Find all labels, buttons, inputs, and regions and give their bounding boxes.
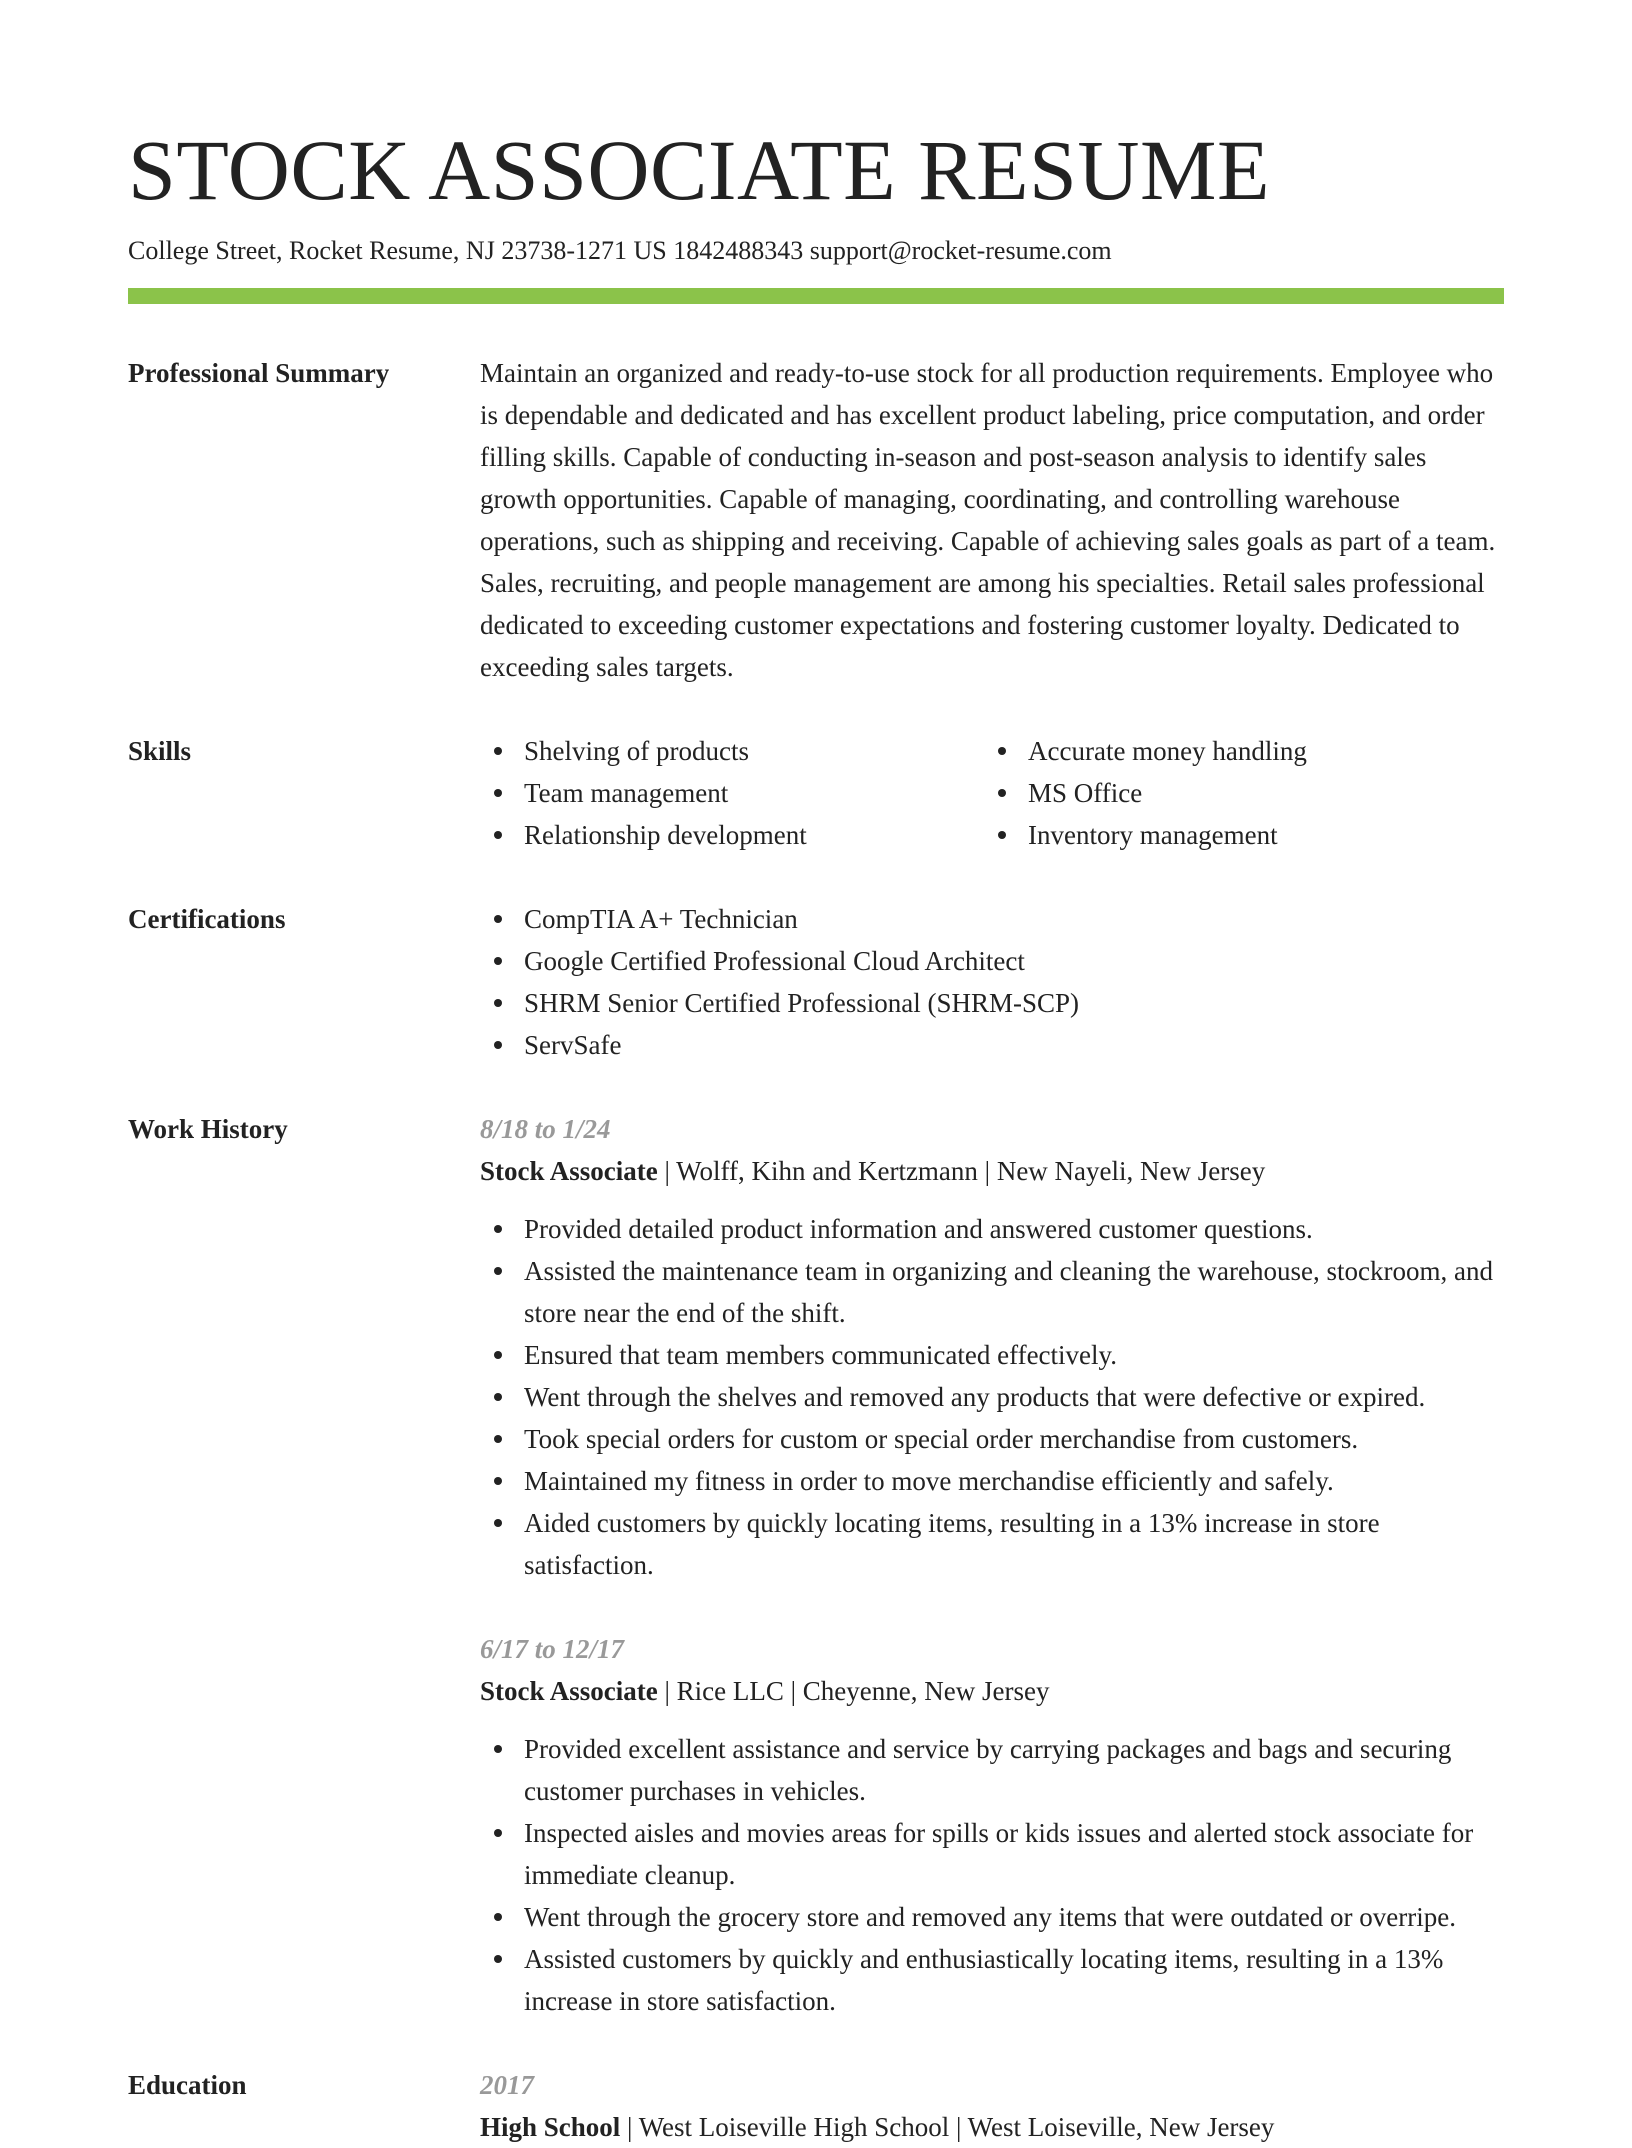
education-section xyxy=(128,2064,1504,2148)
education-date: 2017 xyxy=(480,2070,534,2100)
job-role: Stock Associate xyxy=(480,1156,658,1186)
certifications-label: Certifications xyxy=(128,904,286,934)
skills-label: Skills xyxy=(128,736,192,766)
job-bullet: Went through the grocery store and removed any items that were outdated or overripe. xyxy=(480,1896,1504,1938)
job-bullet: Assisted customers by quickly and enthusiastically locating items, resulting in a 13% increase in store satisfaction. xyxy=(480,1938,1504,2022)
education-label: Education xyxy=(128,2070,247,2100)
job-bullet: Assisted the maintenance team in organizing and cleaning the warehouse, stockroom, and store near the end of the shift. xyxy=(480,1250,1504,1334)
job-entry xyxy=(480,1108,1504,1586)
job-date: 8/18 to 1/24 xyxy=(480,1114,611,1144)
skill-item: MS Office xyxy=(984,772,1488,814)
job-role: Stock Associate xyxy=(480,1676,658,1706)
certification-item: Google Certified Professional Cloud Architect xyxy=(480,940,1504,982)
skill-item: Shelving of products xyxy=(480,730,984,772)
summary-text: Maintain an organized and ready-to-use stock for all production requirements. Employee who is dependable and dedicated and has excellent product labeling, price computation, and order filling skills. Capable of conducting in-season and post-season analysis to identify sales growth opportunities. Capable of managing, coordinating, and controlling warehouse operations, such as shipping and receiving. Capable of achieving sales goals as part of a team. Sales, recruiting, and people management are among his specialties. Retail sales professional dedicated to exceeding customer expectations and fostering customer loyalty. Dedicated to exceeding sales targets. xyxy=(480,358,1496,682)
job-date: 6/17 to 12/17 xyxy=(480,1634,625,1664)
job-bullets xyxy=(480,1208,1504,1586)
job-bullet: Maintained my fitness in order to move merchandise efficiently and safely. xyxy=(480,1460,1504,1502)
job-details: | Wolff, Kihn and Kertzmann | New Nayeli, New Jersey xyxy=(657,1156,1266,1186)
job-bullet: Inspected aisles and movies areas for spills or kids issues and alerted stock associate for immediate cleanup. xyxy=(480,1812,1504,1896)
contact-info: College Street, Rocket Resume, NJ 23738-1271 US 1842488343 support@rocket-resume.com xyxy=(128,236,1112,265)
job-bullets xyxy=(480,1728,1504,2022)
certifications-list xyxy=(480,898,1504,1066)
job-title-line xyxy=(480,1670,1504,1712)
job-bullet: Took special orders for custom or special order merchandise from customers. xyxy=(480,1418,1504,1460)
job-bullet: Provided excellent assistance and service by carrying packages and bags and securing customer purchases in vehicles. xyxy=(480,1728,1504,1812)
job-bullet: Ensured that team members communicated effectively. xyxy=(480,1334,1504,1376)
certification-item: ServSafe xyxy=(480,1024,1504,1066)
resume-title: STOCK ASSOCIATE RESUME xyxy=(128,122,1270,218)
certification-item: CompTIA A+ Technician xyxy=(480,898,1504,940)
skill-item: Relationship development xyxy=(480,814,984,856)
skill-item: Team management xyxy=(480,772,984,814)
accent-divider xyxy=(128,288,1504,304)
job-entry xyxy=(480,1628,1504,2022)
summary-label: Professional Summary xyxy=(128,358,390,388)
education-degree: High School xyxy=(480,2112,621,2142)
skills-list-right xyxy=(984,730,1488,856)
resume-page xyxy=(128,0,1504,2148)
skills-section xyxy=(128,730,1504,856)
job-details: | Rice LLC | Cheyenne, New Jersey xyxy=(657,1676,1050,1706)
summary-section xyxy=(128,352,1504,688)
skills-list-left xyxy=(480,730,984,856)
job-bullet: Went through the shelves and removed any products that were defective or expired. xyxy=(480,1376,1504,1418)
skill-item: Accurate money handling xyxy=(984,730,1488,772)
education-line xyxy=(480,2106,1504,2148)
work-history-section xyxy=(128,1108,1504,2064)
certifications-section xyxy=(128,898,1504,1066)
work-history-label: Work History xyxy=(128,1114,288,1144)
certification-item: SHRM Senior Certified Professional (SHRM-SCP) xyxy=(480,982,1504,1024)
job-title-line xyxy=(480,1150,1504,1192)
skill-item: Inventory management xyxy=(984,814,1488,856)
job-bullet: Aided customers by quickly locating items, resulting in a 13% increase in store satisfaction. xyxy=(480,1502,1504,1586)
job-bullet: Provided detailed product information and answered customer questions. xyxy=(480,1208,1504,1250)
education-details: | West Loiseville High School | West Loiseville, New Jersey xyxy=(620,2112,1275,2142)
